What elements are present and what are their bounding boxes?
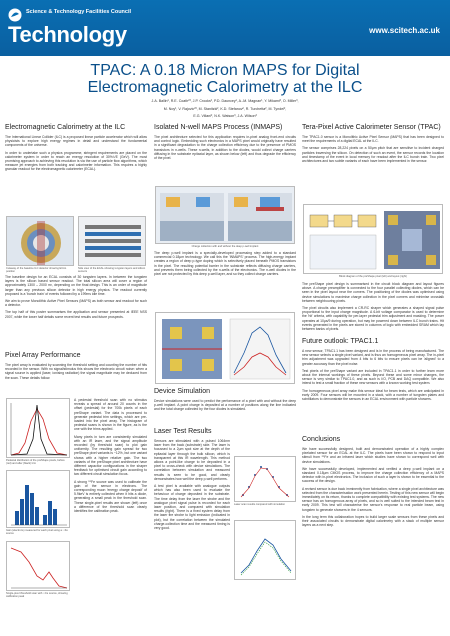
laser-section (154, 428, 230, 533)
device-simulation-figure (155, 312, 295, 384)
figure-caption: Cutaway of the baseline ILC detector showing ECAL position (6, 267, 67, 274)
figure-caption: Pedestal distribution of the preShape pixels, before (red) and after (black) trim (6, 459, 65, 466)
paragraph: The pixel architecture selected for this application requires in-pixel analog front-end circuits and control logic. Embedding such electronics in a MAPS pixel would originally have resulted in a significant degradation to the charge collection efficiency due to the presence of PMOS transistors in n-wells. These n-wells, in addition to the diodes, would collect charge carriers diffusing in the substrate epitaxial layer, as shown below (left) and thus degrade the efficiency of the pixel. (154, 135, 296, 161)
section-title-pixel-array: Pixel Array Performance (5, 352, 81, 359)
poster-title-block (0, 62, 450, 119)
paragraph: The homogeneous pixel array make this sensor ideal for beam tests, which are anticipated in early 2009. Four sensors will be mounted in a stack, with a number of tungsten plates and scintillators to demonstrate the sensors in an ECAL environment with particle showers. (302, 388, 444, 402)
column-right (302, 124, 444, 166)
figure-caption: Side view of the ECAL showing tungsten layers and silicon sensors (78, 267, 146, 274)
figure-caption: Block diagram of the preShape pixel (left) and layout (right) (339, 275, 407, 278)
tpac-text-lower (302, 282, 444, 334)
deep-pwell-figure (155, 186, 295, 244)
paragraph: The preShape pixel design is summarised in the circuit block diagram and layout figures above. A charge preamplifier is connected to the four parallel collecting diodes, which can be seen in the pixel layout near the corners. The positioning of the diodes was optimised using device simulations to maximise charge collection in the pixel corners and minimise crosstalk between neighbouring pixels. (302, 282, 444, 303)
figure-caption: Charge collection with and without the deep p-well implant (191, 245, 259, 248)
paragraph: We have successfully developed, implemented and verified a deep p-well implant on a standard 0.18µm CMOS process, to improve the charge collection efficiency of a MAPS detector with in-pixel electronics. The inclusion of such a layer is shown to be essential to the success of the design. (302, 466, 444, 484)
paragraph: The baseline design for an ECAL consists of 30 tungsten layers. In between the tungsten layers is the silicon based sensor readout. The total silicon area will cover a region of approximately 1300 – 2000 m², depending on the final design. This is an order of magnitude larger than any previous silicon detector in high energy physics. The readout currently proposed is a 'bunch train' of events followed by a 199ms idle time. (5, 275, 147, 296)
authors-line3: E.G. Villani², N.K. Watson³, J.A. Wilson³ (193, 114, 257, 118)
figure-caption: Laser scan results compared with simulation (234, 503, 286, 506)
authors-line2: M. Noy¹, V. Rajovic²³, M. Stanitzki², K.D. Stefanov², R. Turchetta², M. Tyndel², (163, 106, 287, 111)
section-title-ecal: Electromagnetic Calorimetry at the ILC (5, 124, 126, 131)
paragraph: The International Linear Collider (ILC) is a proposed linear particle accelerator which will allow physicists to explore high energy regimes in detail and understand the fundamental components of the universe. (5, 135, 147, 148)
paragraph: Sensors are stimulated with a pulsed 1064nm laser from the back (substrate) side. The laser is focussed to a 2µm spot size at the depth of the epitaxial layer through the bulk silicon, which is transparent at this IR wavelength. This method allows a point-like charge to be deposited in a pixel to cross-check with device simulations. The correlation between simulation and measured results is seen to be good, and clearly demonstrates how well the deep p-well performs. (154, 439, 230, 481)
future-outlook-section (302, 338, 444, 404)
paragraph: The sensor comprises 28,224 pixels on a 50µm pitch that are sensitive to incident charged particles traversing the silicon. On detection of such an event, the sensor records the location and timestamp of the event in local memory for readout after the ILC bunch train. Two pixel architectures and two subtle variants of each have been implemented in the sensor. (302, 146, 444, 164)
paragraph: The TPAC1.0 sensor is a Monolithic Active Pixel Sensor (MAPS) that has been designed to meet the requirements of a digital ECAL at the ILC. (302, 135, 444, 144)
section-title-tpac: Tera-Pixel Active Calorimeter Sensor (TPAC) (302, 124, 441, 131)
org-name: Science & Technology Facilities Council (26, 9, 132, 15)
paragraph: A new sensor, TPAC1.1 has been designed and is in the process of being manufactured. The new sensor selects a single pixel variant, and is thus an homogeneous pixel array. The in-pixel trim adjustment was upgraded from 4 bits to 6 bits to ensure pixels can be 'aligned' to a greater accuracy than the pixel noise. (302, 349, 444, 366)
figure-caption: Single-pixel threshold scan with ⁵⁵Fe source, showing calibration peak (6, 592, 68, 599)
fe55-threshold-plot (6, 541, 70, 591)
column-left (5, 124, 147, 175)
paragraph: A strong ⁵⁵Fe source was used to calibrate the gain of the sensor in electrons. The corresponding muon 'energy charge deposit' of 5.9keV is entirely collected when it hits a diode, generating a small peak in the threshold scan. These single-pixel results are shown (left) once a difference of the threshold scan clearly identifies the calibration peak. (74, 479, 147, 514)
paragraph: A test pixel is available with analogue outputs which has also been used to evaluate the behaviour of charge deposited in the substrate. The time delay from the laser fire strobe and the analogue pixel signal pulse is recorded for each laser position, and compared with simulation results (right). There is a fixed system delay from the laser fire strobe to light emission (indicated in plot), but the correlation between the simulated charge-collection time and the measured timing is very good. (154, 484, 230, 531)
gain-plot (6, 470, 70, 528)
section-title-device-sim: Device Simulation (154, 388, 211, 395)
website-link[interactable]: www.scitech.ac.uk (369, 26, 440, 35)
paragraph: The top half of this poster summarises the application and sensor presented at IEEE NSS 2007, while the lower half details some recent test results and future prospects. (5, 310, 147, 319)
laser-scan-plot (234, 456, 296, 502)
pixel-array-text (74, 398, 147, 516)
column-left-lower (5, 275, 147, 322)
paragraph: The deep p-well implant is a specially-developed processing step added to a standard commercial 0.18µm technology. We call this the 'INMAPS' process. The high-energy implant creates a region of deep p-type doping which is selectively placed beneath PMOS transistors in the pixel. The resulting potential barrier in the substrate reflects diffusing charge carriers, and prevents them being collected by the n-wells of the electronics. The n-well diodes in the pixel are not protected by this deep p-well layer, and so they collect charge carriers. (154, 251, 296, 277)
header-banner (0, 0, 450, 56)
section-title-future: Future outlook: TPAC1.1 (302, 338, 379, 345)
paragraph: We have successfully designed, built and demonstrated operation of a highly complex pixelated sensor for an ECAL at the ILC. The pixels have been shown to respond to input stimuli from ⁵⁵Fe and an infrared laser which studies have shown to correspond well with device simulations. (302, 447, 444, 464)
pixel-array-section (5, 352, 147, 383)
figure-caption: Gain (electrons) measured for each pixel using a ⁵⁵Fe source (6, 529, 68, 536)
paragraph: The pixel circuits also implement a CR-RC shaper which generates a shaped signal pulse proportional to the input charge magnitude. A 6-bit voltage comparator is used to determine the 'hit' criteria, with capability for per-layer pedestal trim adjustment and masking. The power operates at 10µs/9 during operation, but may be powered down between ILC bunch trains. Hit events generated in the pixels are stored in columns of logic with embedded SRAM which lay between banks of pixels. (302, 306, 444, 332)
paragraph: Many pixels in turn are consistently simulated with an IR laser, and the signal amplitude recorded (by threshold scan) to plot gain uniformity. The resulting gain spread for two preShape pixel variants is ~12%, but one variant shows with a higher relative gain. The two variants of the preShape pixel architecture have different capacitor configurations in the shaper feedback for optimised circuit gain according to two different circuit simulation focus. (74, 434, 147, 477)
ecal-stack-figure (78, 216, 146, 266)
paragraph: A pedestal threshold scan with no stimulus reveals a spread of around 20 counts in the offset (pedestal) for the 700k pixels of each preShape variant. The data is processed to generate pedestal trim settings, which are pre-loaded into the pixel array. The histogram of pedestal scans is shown in the figure, as is the one with the trims applied. (74, 398, 147, 432)
stfc-logo-icon (8, 8, 22, 22)
brand-title: Technology (8, 22, 127, 47)
laser-timing-plot (234, 520, 296, 580)
paragraph: In order to undertake such a physics programme, stringent requirements are placed on the calorimeter system in order to reach an energy resolution of 30%/√E (GeV). The most promising approach to achieving this resolution is via the use of particle flow algorithms, which measure jet energies from both tracking and calorimeter information. This requires a highly granular readout for the electromagnetic calorimeter (ECAL). (5, 150, 147, 172)
paragraph: Test pixels of the preShape variant are included in TPAC1.1 in order to further learn more about the internal workings of these pixels. Beyond these and some minor changes, the sensor is very similar to TPAC1.0, and as such is I/O, PCB and DAQ compatible. We also intend to test a small fraction of these new sensors with a known working test system. (302, 368, 444, 386)
device-sim-section (154, 388, 296, 415)
column-middle (154, 124, 296, 163)
authors-line1: J.A. Ballin¹, R.E. Coath²³, J.P. Crooks², P.D. Dauncey¹, A.-M. Magnan¹, Y. Mikami³, O. Miller³, (151, 99, 299, 103)
section-title-inmaps: Isolated N-well MAPS Process (INMAPS) (154, 124, 283, 131)
conclusions-section (302, 436, 444, 530)
paragraph: A revised sensor is due back imminently from fabrication, where a single pixel architecture was selected from the characterisation work presented herein. Testing of this new sensor will begin immediately on its return, thanks to complete compatibility with existing test systems. The new sensor has an homogenous array of pixels, and so is well suited to the intended beam test in early 2009. This test will characterise the sensor's response to real particle beam, using tungsten to generate showers in the 4 sensors. (302, 486, 444, 512)
inmaps-text-lower (154, 251, 296, 279)
section-title-conclusions: Conclusions (302, 436, 341, 443)
paragraph: We aim to prove Monolithic Active Pixel Sensors (MAPS) as both sensor and readout for such a detector. (5, 299, 147, 308)
paragraph: In the long term this collaboration hopes to build larger scale sensors from these pixels and their associated circuits to demonstrate digital calorimetry with a stack of multiple sensor layers as a next step. (302, 514, 444, 528)
poster-title-line1: TPAC: A 0.18 Micron MAPS for Digital (90, 62, 360, 79)
ecal-detector-figure (6, 216, 74, 266)
paragraph: The pixel array is evaluated by scanning the threshold setting and counting the number of hits recorded in the sensor. With no signal/stimulus this shows the electronic circuit noise: when a signal source is applied (laser, ionising radiation) the signal magnitude may be deduced from the scan. These details follow. (5, 363, 147, 380)
paragraph: Device simulations were used to predict the performance of a pixel with and without the deep p-well implant. A point charge is deposited at a number of positions along the line indicated and the total charge collected by the four diodes is simulated. (154, 399, 296, 412)
pedestal-histogram (6, 398, 70, 458)
poster-title-line2: Electromagnetic Calorimetry at the ILC (87, 79, 363, 96)
section-title-laser: Laser Test Results (154, 428, 212, 435)
pixel-block-diagram (303, 204, 443, 274)
